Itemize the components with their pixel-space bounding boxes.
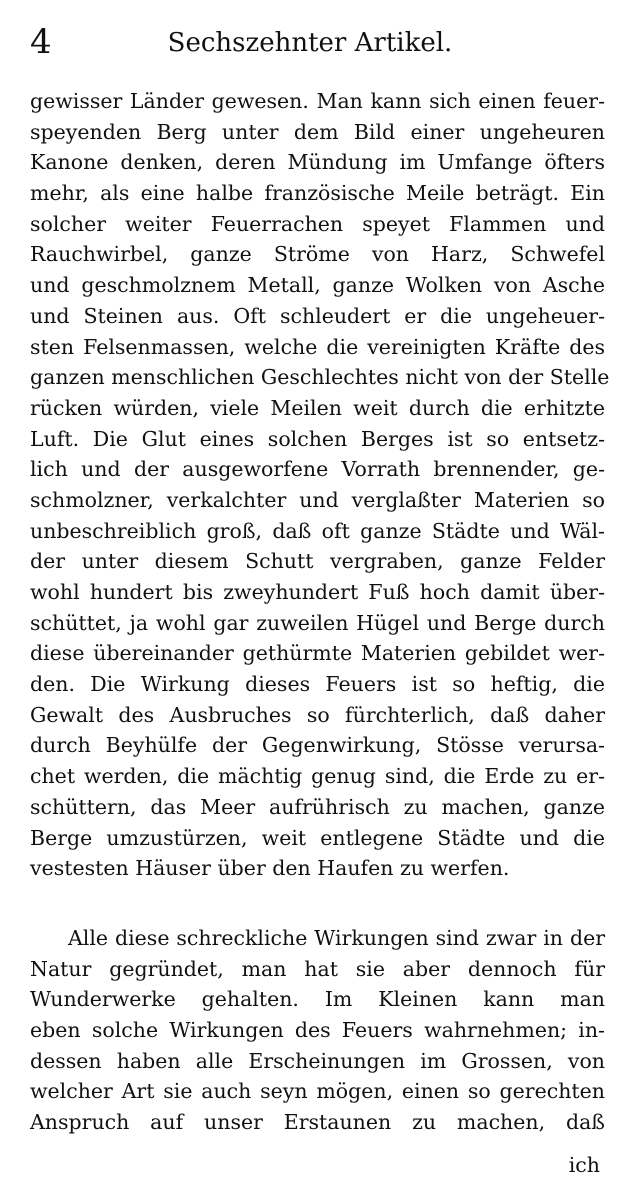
text-line: Natur gegründet, man hat sie aber dennoch für: [30, 956, 605, 981]
text-line: den. Die Wirkung dieses Feuers ist so heftig, die: [30, 672, 605, 697]
text-line: der unter diesem Schutt vergraben, ganze Felder: [30, 549, 605, 574]
text-line: unbeschreiblich groß, daß oft ganze Städte und Wäl-: [30, 518, 605, 543]
text-line: schüttet, ja wohl gar zuweilen Hügel und Berge durch: [30, 610, 605, 635]
text-line: Berge umzustürzen, weit entlegene Städte und die: [30, 825, 605, 850]
text-line: mehr, als eine halbe französische Meile beträgt. Ein: [30, 181, 605, 206]
text-line: und Steinen aus. Oft schleudert er die ungeheuer-: [30, 303, 605, 328]
text-line: Kanone denken, deren Mündung im Umfange öfters: [30, 150, 605, 175]
text-line: schüttern, das Meer aufrührisch zu machen, ganze: [30, 794, 605, 819]
text-line: Rauchwirbel, ganze Ströme von Harz, Schwefel: [30, 242, 605, 267]
text-line: Gewalt des Ausbruches so fürchterlich, daß daher: [30, 702, 605, 727]
catchword: ich: [568, 1153, 600, 1177]
text-line: ganzen menschlichen Geschlechtes nicht von der Stelle: [30, 365, 610, 390]
text-line: wohl hundert bis zweyhundert Fuß hoch damit über-: [30, 580, 605, 604]
text-line: vestesten Häuser über den Haufen zu werfen.: [30, 856, 510, 881]
paragraph-1: [30, 86, 610, 884]
text-line: rücken würden, viele Meilen weit durch die erhitzte: [30, 395, 605, 420]
page-number: 4: [30, 22, 52, 62]
text-line: Alle diese schreckliche Wirkungen sind zwar in der: [68, 926, 605, 950]
text-line: welcher Art sie auch seyn mögen, einen so gerechten: [30, 1079, 605, 1104]
text-line: solcher weiter Feuerrachen speyet Flammen und: [30, 211, 605, 236]
text-line: gewisser Länder gewesen. Man kann sich einen feuer-: [30, 89, 605, 113]
text-line: speyenden Berg unter dem Bild einer ungeheuren: [30, 119, 605, 144]
running-title: Sechszehnter Artikel.: [167, 28, 453, 58]
text-line: Luft. Die Glut eines solchen Berges ist so entsetz-: [30, 426, 605, 451]
text-line: durch Beyhülfe der Gegenwirkung, Stösse verursa-: [30, 733, 605, 758]
text-line: Wunderwerke gehalten. Im Kleinen kann man: [30, 987, 605, 1012]
text-line: diese übereinander gethürmte Materien gebildet wer-: [30, 641, 605, 666]
text-line: chet werden, die mächtig genug sind, die Erde zu er-: [30, 764, 605, 789]
text-line: lich und der ausgeworfene Vorrath brennender, ge-: [30, 457, 605, 482]
text-line: sten Felsenmassen, welche die vereinigten Kräfte des: [30, 334, 605, 359]
text-line: und geschmolznem Metall, ganze Wolken von Asche: [30, 273, 605, 298]
text-line: schmolzner, verkalchter und verglaßter Materien so: [30, 487, 605, 512]
text-line: Anspruch auf unser Erstaunen zu machen, daß: [30, 1110, 605, 1135]
text-line: dessen haben alle Erscheinungen im Grossen, von: [30, 1048, 605, 1073]
text-line: eben solche Wirkungen des Feuers wahrnehmen; in-: [30, 1018, 605, 1043]
paragraph-2: [30, 923, 605, 1138]
